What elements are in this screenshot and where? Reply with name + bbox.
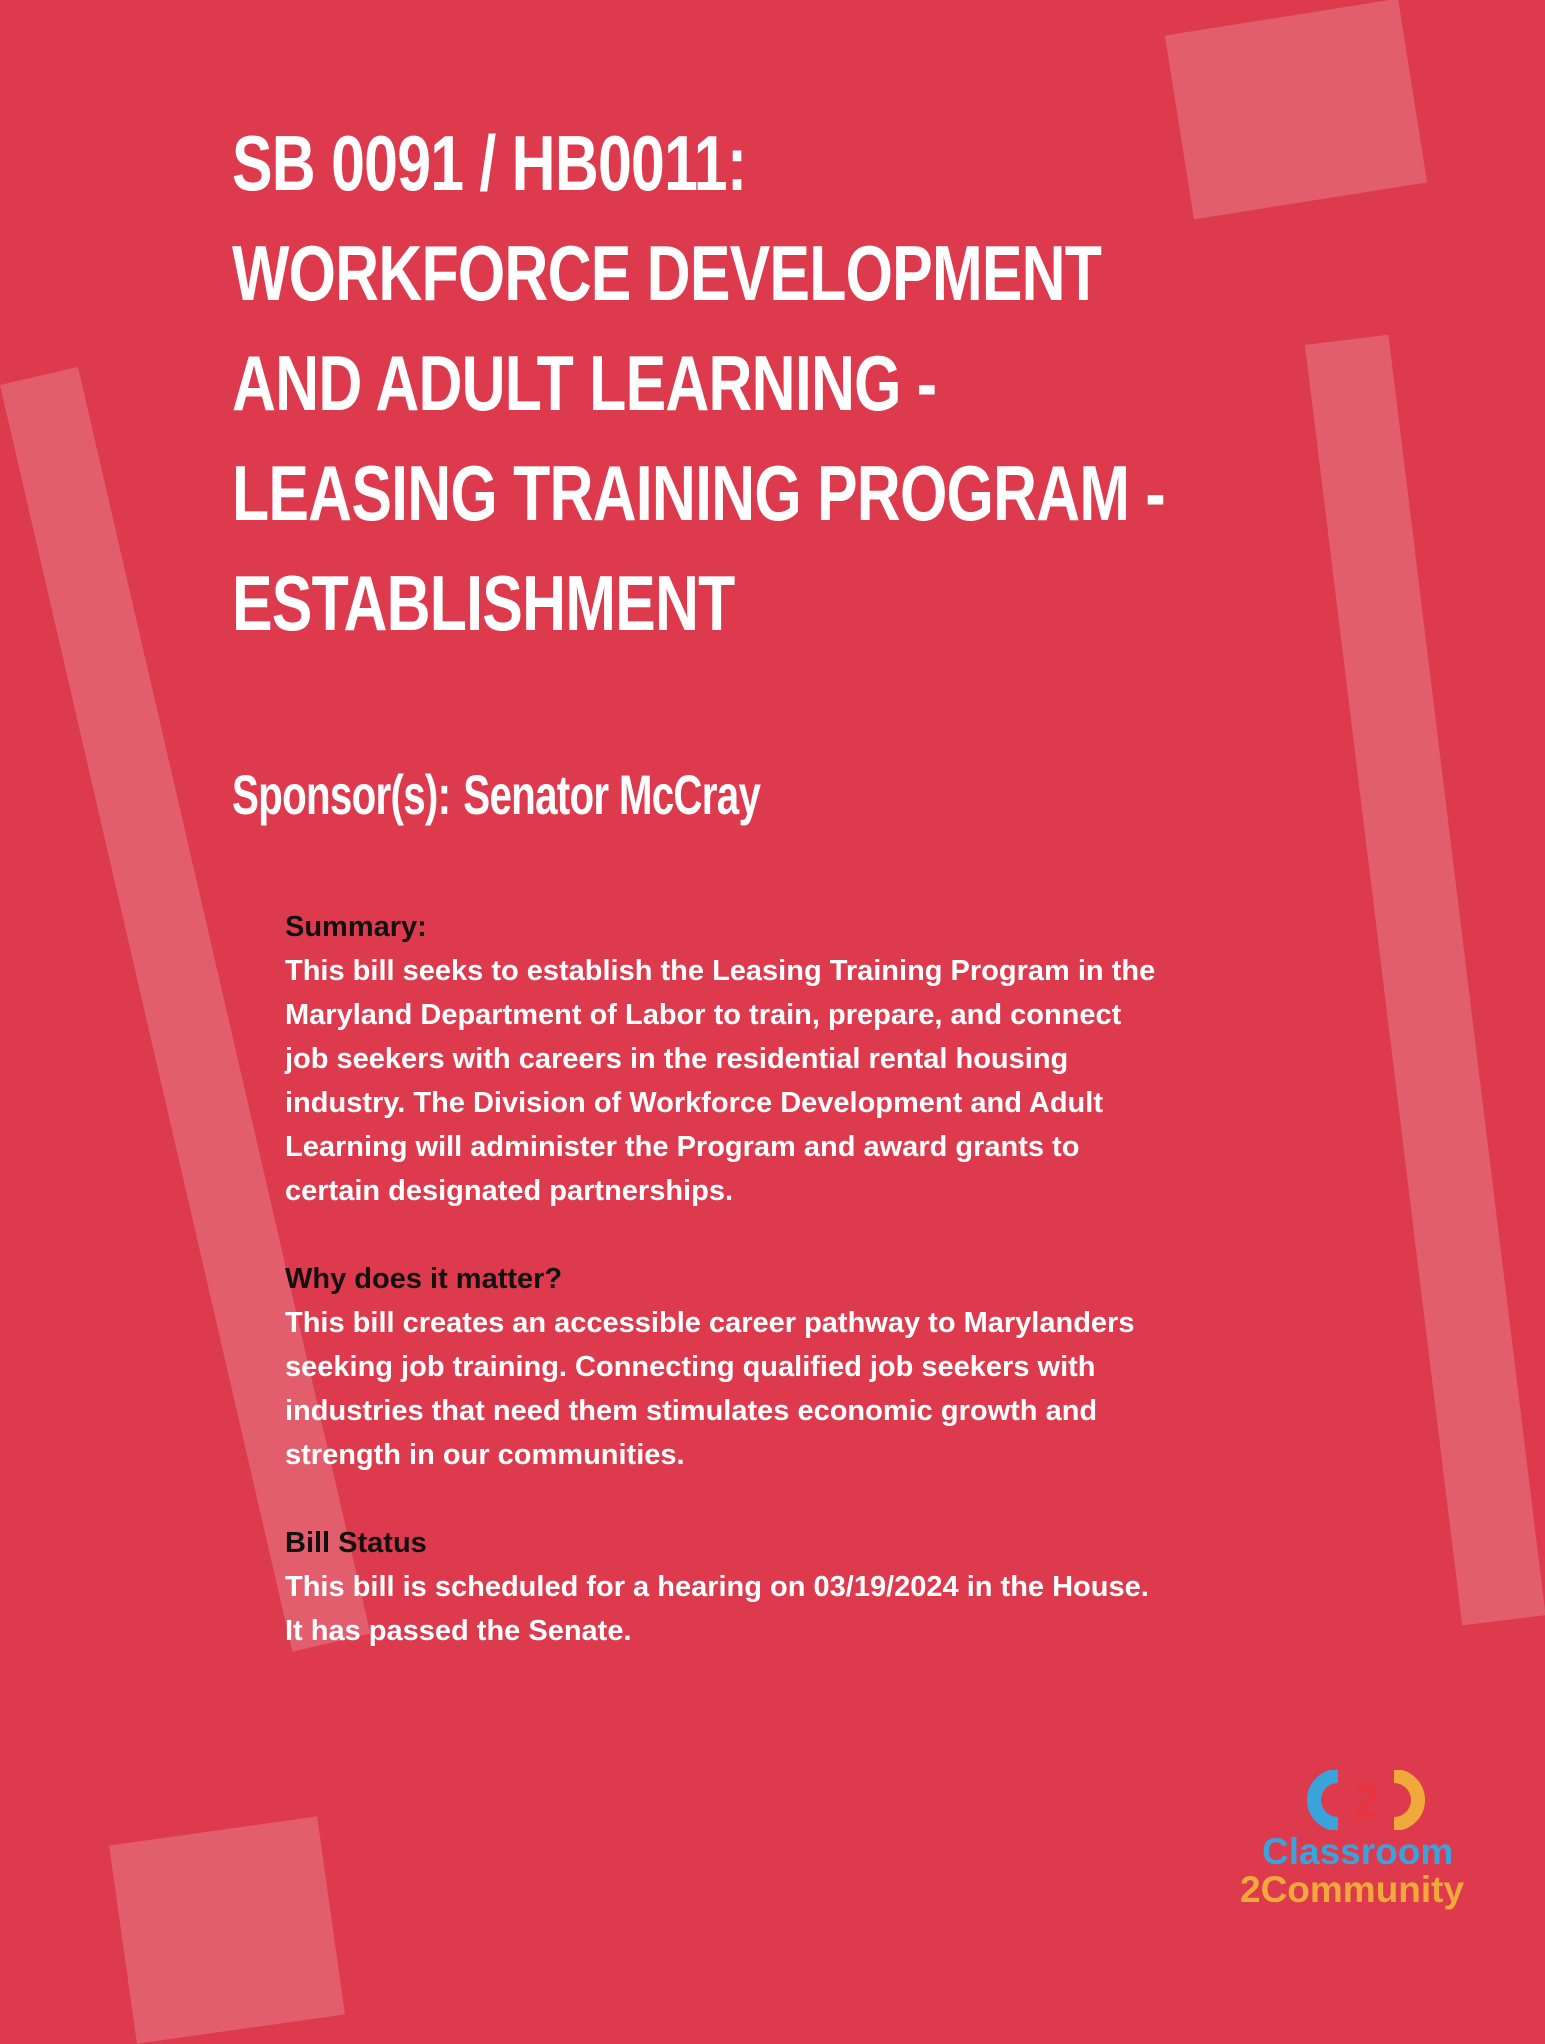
sponsor-line <box>232 765 760 825</box>
summary-line: job seekers with careers in the residential rental housing <box>285 1043 1069 1075</box>
why-section <box>285 1257 1265 1477</box>
summary-line: industry. The Division of Workforce Development and Adult <box>285 1087 1103 1119</box>
logo-mark-digit: 2 <box>1352 1773 1380 1829</box>
status-heading: Bill Status <box>285 1527 427 1559</box>
why-heading: Why does it matter? <box>285 1263 563 1295</box>
bill-details <box>285 905 1265 1697</box>
page-title <box>232 108 1165 658</box>
summary-line: Learning will administer the Program and award grants to <box>285 1131 1080 1163</box>
why-line: This bill creates an accessible career pathway to Marylanders <box>285 1307 1135 1339</box>
why-line: industries that need them stimulates economic growth and <box>285 1395 1098 1427</box>
summary-line: This bill seeks to establish the Leasing Training Program in the <box>285 955 1156 987</box>
sponsor-name: Senator McCray <box>463 763 761 826</box>
status-line: It has passed the Senate. <box>285 1615 632 1647</box>
status-line: This bill is scheduled for a hearing on 03/19/2024 in the House. <box>285 1571 1149 1603</box>
why-text <box>285 1301 1265 1477</box>
title-line: ESTABLISHMENT <box>232 559 735 647</box>
summary-text <box>285 949 1265 1213</box>
c2d-logo-icon <box>1296 1770 1436 1830</box>
why-line: strength in our communities. <box>285 1439 685 1471</box>
summary-line: Maryland Department of Labor to train, prepare, and connect <box>285 999 1122 1031</box>
title-line: WORKFORCE DEVELOPMENT <box>232 229 1102 317</box>
decorative-bar-right <box>1305 335 1545 1626</box>
title-line: AND ADULT LEARNING - <box>232 339 937 427</box>
decorative-rectangle-bottom-left <box>109 1816 345 2043</box>
why-line: seeking job training. Connecting qualified job seekers with <box>285 1351 1096 1383</box>
sponsor-label: Sponsor(s): <box>232 763 451 826</box>
status-text <box>285 1565 1265 1653</box>
summary-line: certain designated partnerships. <box>285 1175 734 1207</box>
logo-text-community: 2Community <box>1240 1869 1465 1910</box>
classroom-2-community-logo <box>1240 1770 1500 1930</box>
title-line: LEASING TRAINING PROGRAM - <box>232 449 1165 537</box>
logo-text-classroom: Classroom <box>1262 1831 1454 1872</box>
summary-heading: Summary: <box>285 911 427 943</box>
title-line: SB 0091 / HB0011: <box>232 119 747 207</box>
summary-section <box>285 905 1265 1213</box>
status-section <box>285 1521 1265 1653</box>
decorative-rectangle-top-right <box>1165 0 1427 219</box>
